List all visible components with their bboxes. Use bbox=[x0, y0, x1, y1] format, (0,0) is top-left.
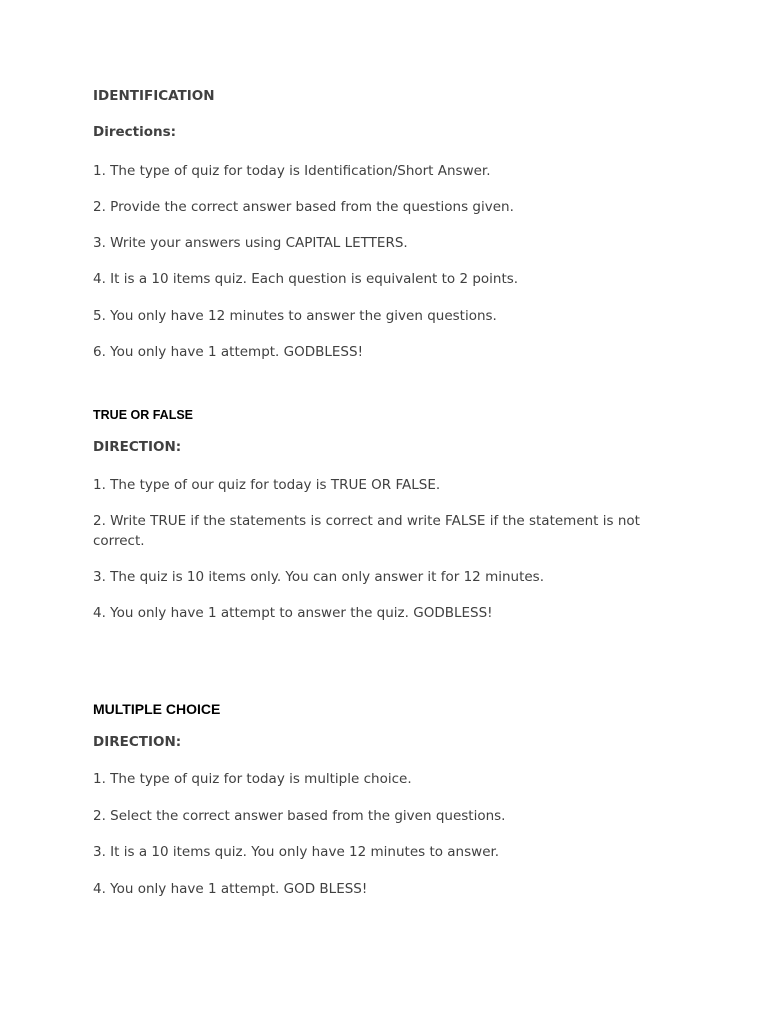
identification-item-2: 2. Provide the correct answer based from the questions given. bbox=[93, 199, 514, 215]
true-or-false-directions-label: DIRECTION: bbox=[93, 439, 182, 455]
multiple-choice-title: MULTIPLE CHOICE bbox=[93, 701, 221, 717]
identification-title: IDENTIFICATION bbox=[93, 88, 215, 104]
true-or-false-item-2: 2. Write TRUE if the statements is correct and write FALSE if the statement is not correct. bbox=[93, 513, 640, 549]
multiple-choice-item-3: 3. It is a 10 items quiz. You only have 12 minutes to answer. bbox=[93, 844, 500, 860]
multiple-choice-item-2: 2. Select the correct answer based from the given questions. bbox=[93, 808, 506, 824]
multiple-choice-directions-label: DIRECTION: bbox=[93, 734, 182, 750]
true-or-false-item-4: 4. You only have 1 attempt to answer the quiz. GODBLESS! bbox=[93, 605, 493, 621]
identification-item-1: 1. The type of quiz for today is Identification/Short Answer. bbox=[93, 163, 491, 179]
true-or-false-item-3: 3. The quiz is 10 items only. You can only answer it for 12 minutes. bbox=[93, 569, 545, 585]
identification-item-3: 3. Write your answers using CAPITAL LETTERS. bbox=[93, 235, 408, 251]
identification-item-5: 5. You only have 12 minutes to answer the given questions. bbox=[93, 308, 497, 324]
multiple-choice-item-4: 4. You only have 1 attempt. GOD BLESS! bbox=[93, 881, 368, 897]
identification-directions-label: Directions: bbox=[93, 124, 177, 140]
true-or-false-item-1: 1. The type of our quiz for today is TRUE OR FALSE. bbox=[93, 477, 441, 493]
multiple-choice-item-1: 1. The type of quiz for today is multiple choice. bbox=[93, 771, 412, 787]
identification-item-6: 6. You only have 1 attempt. GODBLESS! bbox=[93, 344, 363, 360]
identification-item-4: 4. It is a 10 items quiz. Each question is equivalent to 2 points. bbox=[93, 271, 519, 287]
true-or-false-title: TRUE OR FALSE bbox=[93, 408, 194, 422]
